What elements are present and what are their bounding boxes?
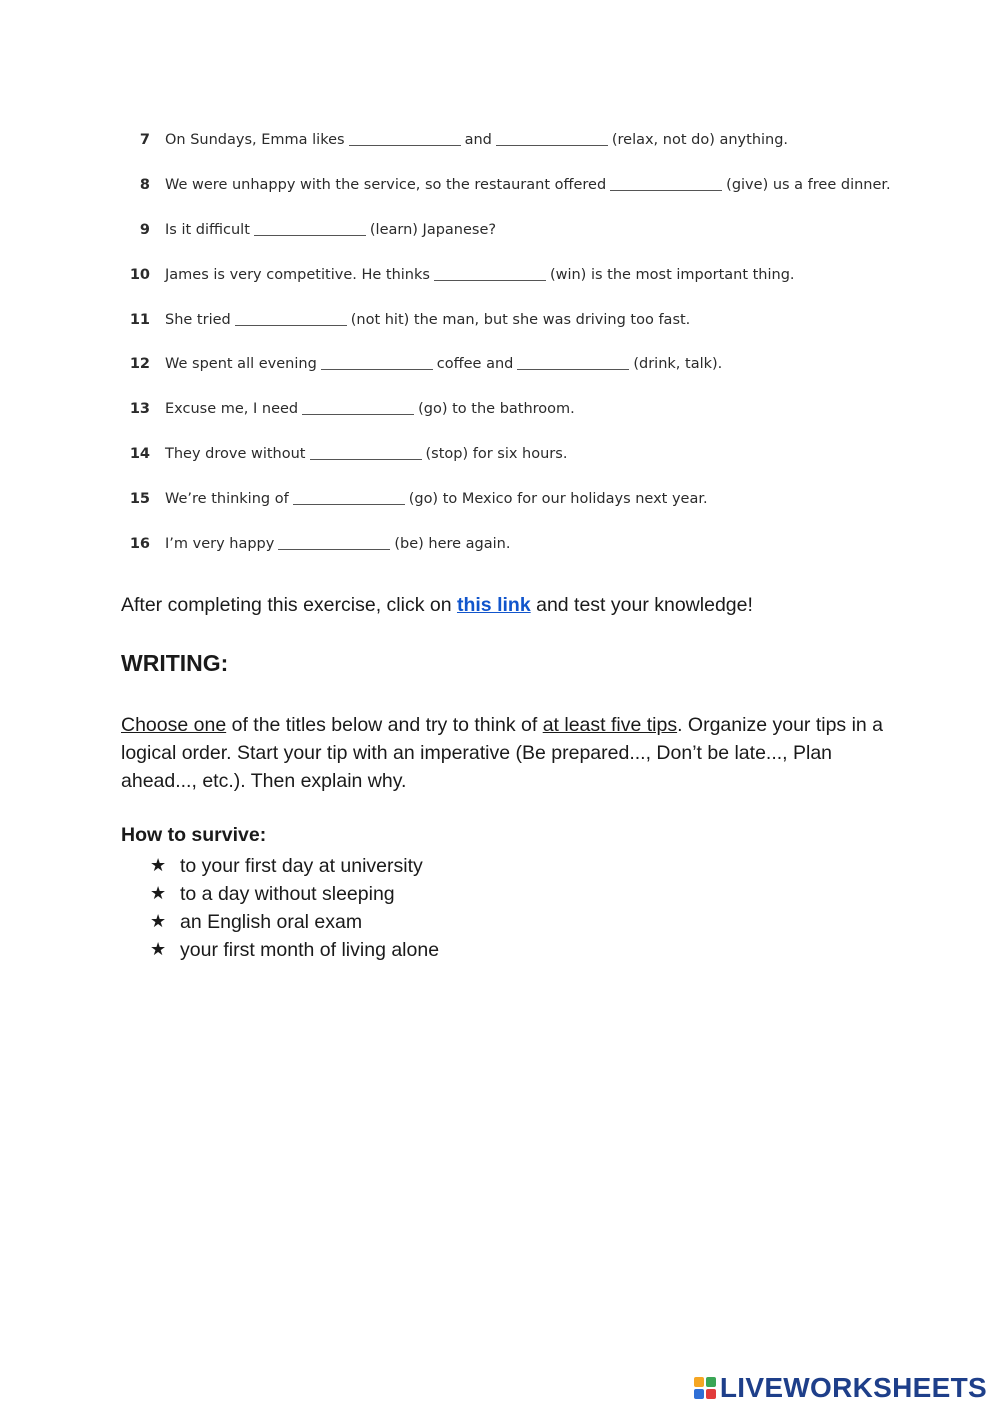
sentence-fragment: I’m very happy: [165, 535, 275, 552]
answer-blank[interactable]: [293, 503, 405, 505]
list-item-text: to your first day at university: [180, 855, 423, 877]
sentence-fragment: (not hit) the man, but she was driving too fast.: [350, 311, 691, 328]
exercise-number: 15: [129, 490, 150, 507]
sentence-fragment: They drove without: [165, 445, 306, 462]
answer-blank[interactable]: [610, 189, 722, 191]
this-link[interactable]: this link: [456, 594, 531, 616]
list-item: [150, 852, 439, 880]
exercise-sentence: [165, 491, 708, 507]
sentence-fragment: coffee and: [436, 356, 514, 373]
list-item: [150, 880, 439, 908]
exercise-item: [120, 118, 920, 163]
after-text-after: and test your knowledge!: [536, 594, 753, 616]
sentence-fragment: (win) is the most important thing.: [549, 266, 795, 283]
writing-text-1: of the titles below and try to think of: [231, 714, 538, 736]
sentence-fragment: (go) to Mexico for our holidays next year.: [408, 490, 708, 507]
logo-square-3: [694, 1389, 704, 1399]
survive-list: [150, 852, 439, 964]
answer-blank[interactable]: [310, 458, 422, 460]
exercise-item: [120, 342, 920, 387]
exercise-sentence: [165, 536, 510, 552]
exercise-list: [120, 118, 920, 566]
exercise-item: [120, 252, 920, 297]
exercise-item: [120, 297, 920, 342]
after-text-before: After completing this exercise, click on: [121, 594, 452, 616]
sentence-fragment: (relax, not do) anything.: [611, 132, 789, 149]
star-bullet-icon: ★: [150, 883, 167, 904]
answer-blank[interactable]: [349, 144, 461, 146]
star-bullet-icon: ★: [150, 911, 167, 932]
sentence-fragment: On Sundays, Emma likes: [165, 132, 345, 149]
exercise-sentence: [165, 356, 722, 372]
exercise-item: [120, 163, 920, 208]
exercise-number: 14: [129, 445, 150, 462]
exercise-sentence: [165, 401, 575, 417]
answer-blank[interactable]: [235, 324, 347, 326]
answer-blank[interactable]: [278, 548, 390, 550]
exercise-item: [120, 521, 920, 566]
list-item: [150, 908, 439, 936]
sentence-fragment: (give) us a free dinner.: [726, 177, 891, 194]
answer-blank[interactable]: [302, 413, 414, 415]
sentence-fragment: We spent all evening: [165, 356, 317, 373]
writing-instructions: [121, 711, 891, 795]
answer-blank[interactable]: [254, 234, 366, 236]
five-tips-text: at least five tips: [542, 714, 678, 736]
exercise-number: 7: [139, 132, 150, 149]
sentence-fragment: Is it difficult: [165, 221, 250, 238]
exercise-sentence: [165, 177, 891, 193]
writing-heading: WRITING:: [121, 650, 229, 676]
writing-text-2: . Organize your tips in a logical order. Start your tip with an imperative (Be prepared..., Don’t be late..., Plan ahead..., etc.). Then explain why.: [121, 714, 884, 792]
list-item-text: to a day without sleeping: [180, 883, 395, 905]
exercise-item: [120, 387, 920, 432]
sentence-fragment: (stop) for six hours.: [425, 445, 568, 462]
answer-blank[interactable]: [496, 144, 608, 146]
star-bullet-icon: ★: [150, 855, 167, 876]
exercise-sentence: [165, 132, 788, 148]
logo-square-1: [694, 1377, 704, 1387]
logo-mark-icon: [694, 1377, 716, 1399]
sentence-fragment: James is very competitive. He thinks: [165, 266, 430, 283]
exercise-sentence: [165, 312, 690, 328]
exercise-item: [120, 208, 920, 253]
exercise-number: 10: [129, 266, 150, 283]
exercise-number: 8: [139, 177, 150, 194]
exercise-sentence: [165, 222, 496, 238]
sentence-fragment: (drink, talk).: [633, 356, 723, 373]
sentence-fragment: We’re thinking of: [165, 490, 289, 507]
sentence-fragment: (be) here again.: [394, 535, 511, 552]
star-bullet-icon: ★: [150, 939, 167, 960]
exercise-number: 13: [129, 401, 150, 418]
logo-square-2: [706, 1377, 716, 1387]
exercise-number: 11: [129, 311, 150, 328]
exercise-number: 16: [129, 535, 150, 552]
list-item-text: an English oral exam: [180, 911, 363, 933]
logo-text: LIVEWORKSHEETS: [719, 1372, 987, 1403]
liveworksheets-logo: [694, 1372, 987, 1404]
sentence-fragment: and: [464, 132, 492, 149]
choose-one-text: Choose one: [121, 714, 227, 736]
list-item-text: your first month of living alone: [180, 939, 440, 961]
sentence-fragment: (learn) Japanese?: [369, 221, 497, 238]
answer-blank[interactable]: [517, 368, 629, 370]
exercise-sentence: [165, 267, 795, 283]
after-exercise-paragraph: [121, 591, 891, 619]
exercise-item: [120, 432, 920, 477]
sentence-fragment: Excuse me, I need: [165, 401, 299, 418]
exercise-number: 12: [129, 356, 150, 373]
survive-heading: How to survive:: [121, 824, 267, 846]
answer-blank[interactable]: [434, 279, 546, 281]
logo-square-4: [706, 1389, 716, 1399]
sentence-fragment: She tried: [165, 311, 231, 328]
exercise-number: 9: [139, 221, 150, 238]
exercise-sentence: [165, 446, 567, 462]
answer-blank[interactable]: [321, 368, 433, 370]
sentence-fragment: (go) to the bathroom.: [418, 401, 575, 418]
exercise-item: [120, 476, 920, 521]
sentence-fragment: We were unhappy with the service, so the restaurant offered: [165, 177, 607, 194]
list-item: [150, 936, 439, 964]
